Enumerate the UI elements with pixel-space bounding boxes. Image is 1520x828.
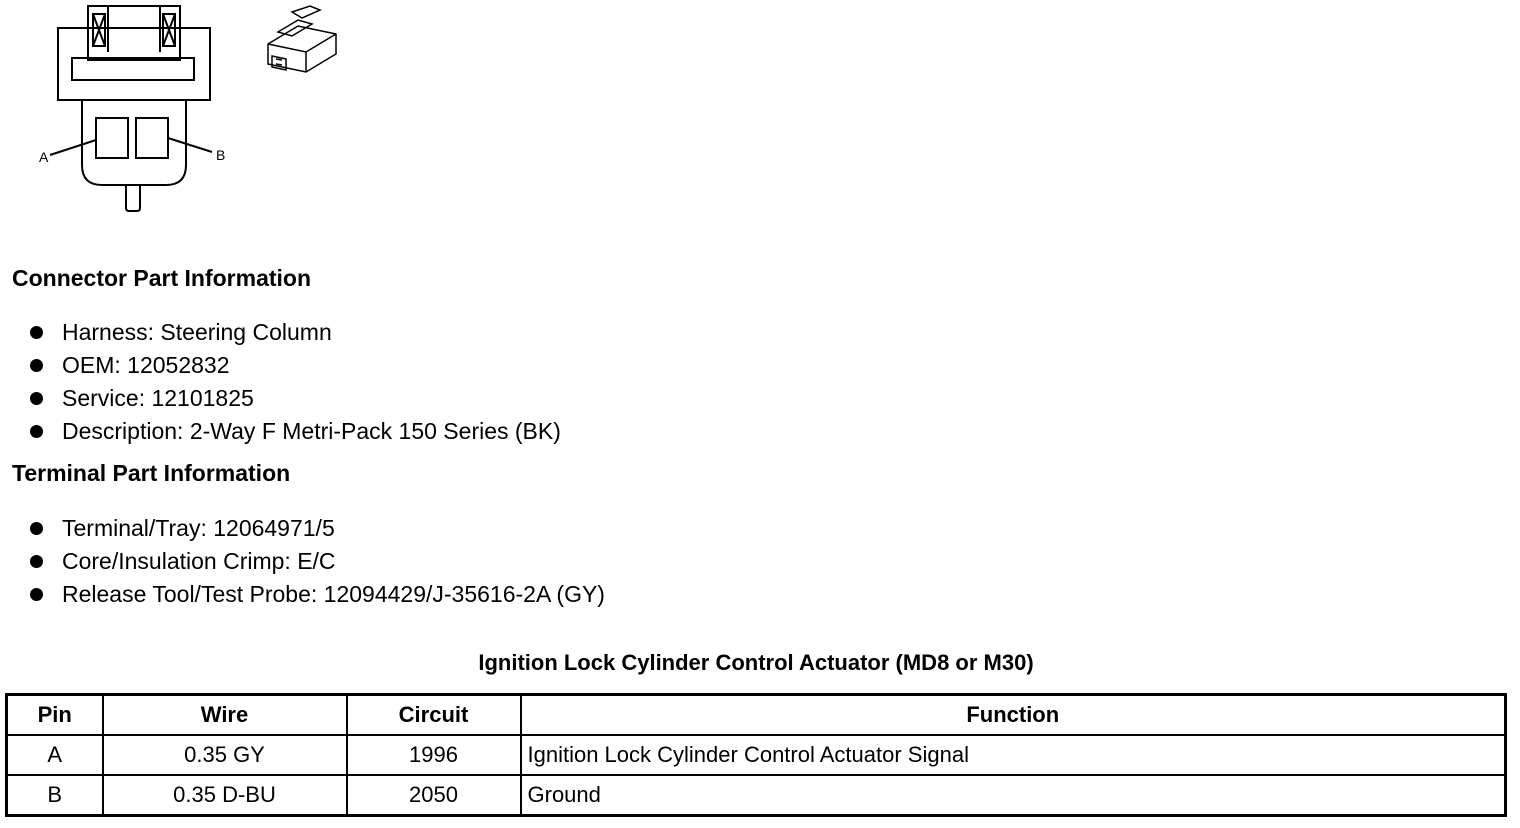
cell-circuit: 2050 bbox=[347, 775, 521, 816]
connector-face-diagram bbox=[30, 0, 240, 215]
list-item: Terminal/Tray: 12064971/5 bbox=[30, 512, 605, 545]
connector-thumbnail-icon bbox=[258, 4, 348, 86]
terminal-section-title: Terminal Part Information bbox=[12, 460, 291, 486]
cell-wire: 0.35 D-BU bbox=[103, 775, 347, 816]
terminal-info-list bbox=[30, 512, 605, 611]
bullet-icon bbox=[30, 555, 43, 568]
bullet-icon bbox=[30, 326, 43, 339]
cell-function: Ground bbox=[521, 775, 1506, 816]
cell-pin: A bbox=[7, 735, 103, 775]
pin-label-b: B bbox=[216, 147, 226, 163]
cell-circuit: 1996 bbox=[347, 735, 521, 775]
cavity-b bbox=[136, 118, 168, 158]
cavity-a bbox=[96, 118, 128, 158]
bullet-icon bbox=[30, 588, 43, 601]
header-function: Function bbox=[521, 695, 1506, 736]
list-item: Core/Insulation Crimp: E/C bbox=[30, 545, 605, 578]
pinout-table bbox=[5, 693, 1507, 817]
list-item: Release Tool/Test Probe: 12094429/J-35616-2A (GY) bbox=[30, 578, 605, 611]
connector-info-list bbox=[30, 316, 561, 448]
cell-wire: 0.35 GY bbox=[103, 735, 347, 775]
table-row bbox=[7, 775, 1506, 816]
table-title: Ignition Lock Cylinder Control Actuator (MD8 or M30) bbox=[478, 650, 1034, 675]
bullet-icon bbox=[30, 359, 43, 372]
pin-label-a: A bbox=[39, 149, 49, 165]
header-wire: Wire bbox=[103, 695, 347, 736]
bullet-icon bbox=[30, 392, 43, 405]
list-item: Harness: Steering Column bbox=[30, 316, 561, 349]
cell-pin: B bbox=[7, 775, 103, 816]
table-row bbox=[7, 735, 1506, 775]
list-item: OEM: 12052832 bbox=[30, 349, 561, 382]
cell-function: Ignition Lock Cylinder Control Actuator Signal bbox=[521, 735, 1506, 775]
list-item: Description: 2-Way F Metri-Pack 150 Series (BK) bbox=[30, 415, 561, 448]
header-circuit: Circuit bbox=[347, 695, 521, 736]
list-item: Service: 12101825 bbox=[30, 382, 561, 415]
header-pin: Pin bbox=[7, 695, 103, 736]
bullet-icon bbox=[30, 522, 43, 535]
table-header-row bbox=[7, 695, 1506, 736]
connector-section-title: Connector Part Information bbox=[12, 265, 312, 291]
bullet-icon bbox=[30, 425, 43, 438]
